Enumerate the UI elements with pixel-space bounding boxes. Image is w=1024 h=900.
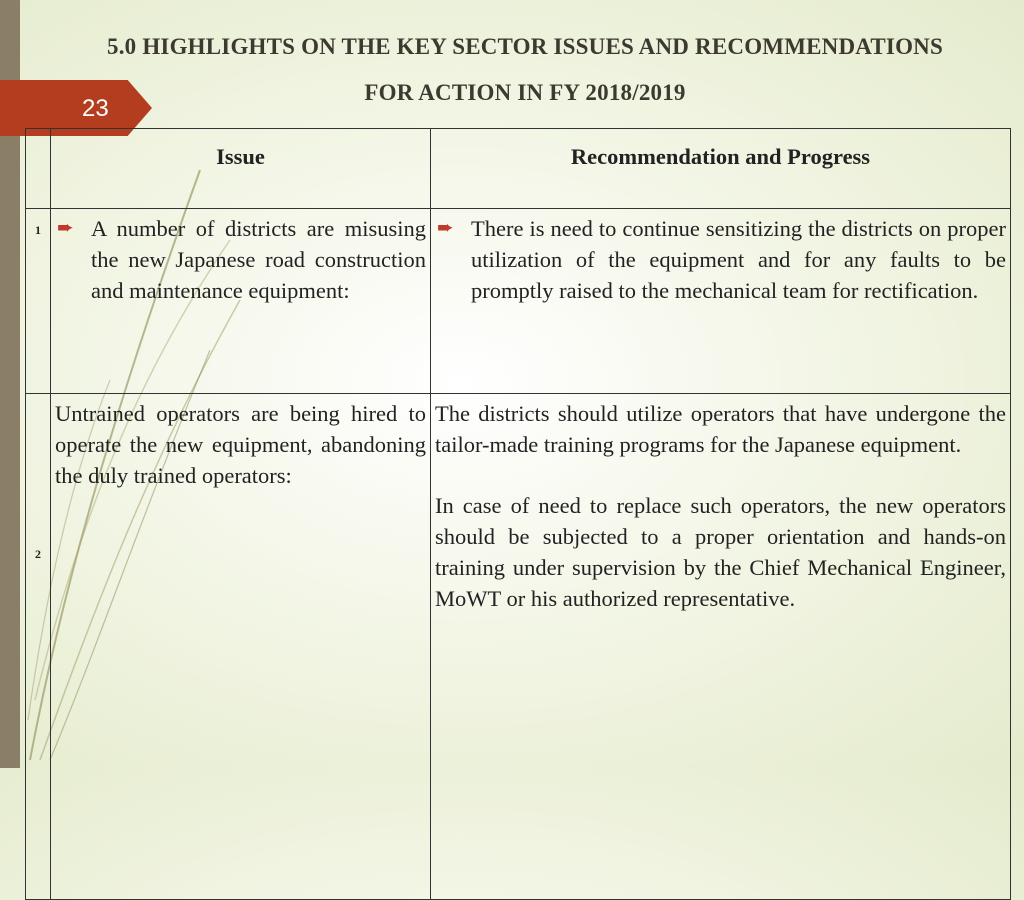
- issue-text: A number of districts are misusing the new Japanese road construction and maintenance equipment:: [91, 216, 426, 303]
- recommendation-text-1: The districts should utilize operators that have undergone the tailor-made training programs for the Japanese equipment.: [435, 401, 1006, 457]
- row-number: 1: [26, 209, 51, 394]
- issue-text: Untrained operators are being hired to operate the new equipment, abandoning the duly trained operators:: [55, 401, 426, 488]
- recommendation-text-2: In case of need to replace such operators, the new operators should be subjected to a proper orientation and hands-on training under supervision by the Chief Mechanical Engineer, MoWT or his authorized representative.: [435, 493, 1006, 611]
- header-number-cell: [26, 129, 51, 209]
- slide-title: [40, 34, 1010, 106]
- row-number: 2: [26, 394, 51, 900]
- title-line-1: 5.0 HIGHLIGHTS ON THE KEY SECTOR ISSUES AND RECOMMENDATIONS: [107, 34, 943, 59]
- header-issue: Issue: [51, 129, 431, 209]
- issues-table: [25, 128, 1011, 900]
- table-row: [26, 394, 1011, 900]
- recommendation-cell: [431, 394, 1011, 900]
- title-line-2: FOR ACTION IN FY 2018/2019: [364, 80, 686, 105]
- arrow-bullet-icon: ➨: [57, 217, 74, 239]
- arrow-bullet-icon: ➨: [437, 217, 454, 239]
- slide-number: 23: [82, 95, 109, 122]
- header-recommendation: Recommendation and Progress: [431, 129, 1011, 209]
- table-header-row: [26, 129, 1011, 209]
- issue-cell: [51, 209, 431, 394]
- recommendation-cell: [431, 209, 1011, 394]
- table-row: [26, 209, 1011, 394]
- recommendation-text: There is need to continue sensitizing the districts on proper utilization of the equipment and for any faults to be promptly raised to the mechanical team for rectification.: [471, 216, 1006, 303]
- issue-cell: [51, 394, 431, 900]
